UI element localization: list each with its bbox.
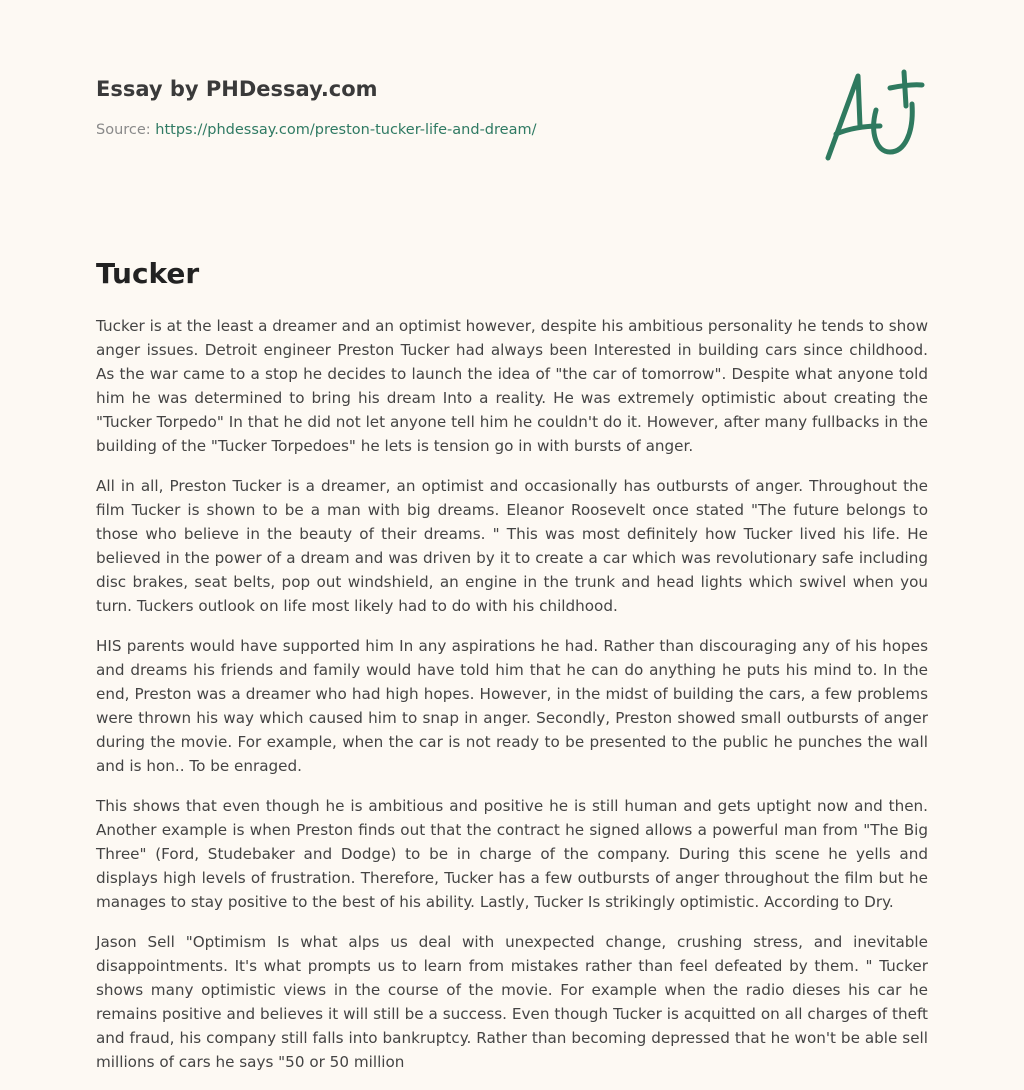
source-link[interactable]: https://phdessay.com/preston-tucker-life-and-dream/	[155, 122, 537, 138]
a-plus-grade-icon	[818, 66, 928, 166]
essay-paragraph: All in all, Preston Tucker is a dreamer, an optimist and occasionally has outbursts of anger. Throughout the film Tucker is shown to be a man with big dreams. Eleanor Roosevelt once stated "The future belongs to those who believe in the beauty of their dreams. " This was most definitely how Tucker lived his life. He believed in the power of a dream and was driven by it to create a car which was revolutionary safe including disc brakes, seat belts, pop out windshield, an engine in the trunk and head lights which swivel when you turn. Tuckers outlook on life most likely had to do with his childhood.	[96, 477, 928, 615]
essay-paragraph: Tucker is at the least a dreamer and an optimist however, despite his ambitious personality he tends to show anger issues. Detroit engineer Preston Tucker had always been Interested in building cars since childhood. As the war came to a stop he decides to launch the idea of "the car of tomorrow". Despite what anyone told him he was determined to bring his dream Into a reality. He was extremely optimistic about creating the "Tucker Torpedo" In that he did not let anyone tell him he couldn't do it. However, after many fullbacks in the building of the "Tucker Torpedoes" he lets is tension go in with bursts of anger.	[96, 317, 928, 455]
page-header	[96, 74, 796, 140]
source-label: Source:	[96, 122, 156, 138]
essay-paragraph: HIS parents would have supported him In any aspirations he had. Rather than discouraging any of his hopes and dreams his friends and family would have told him that he can do anything he puts his mind to. In the end, Preston was a dreamer who had high hopes. However, in the midst of building the cars, a few problems were thrown his way which caused him to snap in anger. Secondly, Preston showed small outbursts of anger during the movie. For example, when the car is not ready to be presented to the public he punches the wall and is hon.. To be enraged.	[96, 637, 928, 775]
essay-paragraph: This shows that even though he is ambitious and positive he is still human and gets uptight now and then. Another example is when Preston finds out that the contract he signed allows a powerful man from "The Big Three" (Ford, Studebaker and Dodge) to be in charge of the company. During this scene he yells and displays high levels of frustration. Therefore, Tucker has a few outbursts of anger throughout the film but he manages to stay positive to the best of his ability. Lastly, Tucker Is strikingly optimistic. According to Dry.	[96, 797, 928, 911]
essay-paragraph: Jason Sell "Optimism Is what alps us deal with unexpected change, crushing stress, and inevitable disappointments. It's what prompts us to learn from mistakes rather than feel defeated by them. " Tucker shows many optimistic views in the course of the movie. For example when the radio dieses his car he remains positive and believes it will still be a success. Even though Tucker is acquitted on all charges of theft and fraud, his company still falls into bankruptcy. Rather than becoming depressed that he won't be able sell millions of cars he says "50 or 50 million	[96, 933, 928, 1071]
site-title: Essay by PHDessay.com	[96, 77, 378, 101]
essay-title: Tucker	[96, 257, 200, 290]
source-line	[96, 120, 796, 140]
essay-body	[96, 314, 928, 1090]
